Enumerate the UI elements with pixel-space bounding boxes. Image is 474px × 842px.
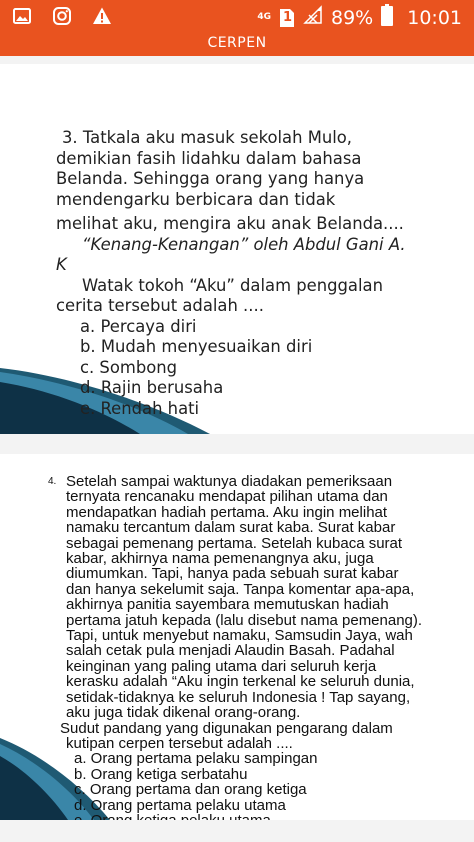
battery-percent: 89% <box>331 6 374 29</box>
question-text-line: diumumkan. Tapi, hanya pada sebuah surat kabar <box>66 565 399 583</box>
question-text-line: demikian fasih lidahku dalam bahasa <box>56 148 362 168</box>
clock: 10:01 <box>407 6 462 29</box>
question-text-line: kabar, akhirnya nama pemenangnya aku, juga <box>66 550 374 568</box>
question-text-line: setidak-tidaknya ke seluruh Indonesia ! Tap sayang, <box>66 688 411 706</box>
signal-icon <box>303 5 323 30</box>
question-text-line: aku juga tidak dikenal orang-orang. <box>66 704 301 722</box>
question-number: 4. <box>48 476 57 487</box>
question-text-line: Belanda. Sehingga orang yang hanya <box>56 169 365 188</box>
answer-option-c[interactable]: c. Orang pertama dan orang ketiga <box>74 781 307 799</box>
question-card-4 <box>0 454 474 820</box>
page-background <box>0 820 474 842</box>
answer-option-b[interactable]: b. Orang ketiga serbatahu <box>74 765 248 783</box>
question-prompt: Watak tokoh “Aku” dalam penggalan <box>82 275 383 295</box>
question-3 <box>56 128 406 419</box>
question-text-line: ternyata rencanaku mendapat pilihan utama dan <box>66 488 388 506</box>
question-text-line: namaku tercantum dalam surat kaba. Surat kabar <box>66 519 396 537</box>
page-title: CERPEN <box>207 35 267 51</box>
status-bar <box>0 0 474 32</box>
warning-icon <box>92 6 112 30</box>
answer-option-d[interactable]: d. Rajin berusaha <box>80 378 224 397</box>
instagram-icon <box>52 6 72 30</box>
answer-option-c[interactable]: c. Sombong <box>80 357 178 377</box>
question-text-line: akhirnya panitia sayembara memutuskan hadiah <box>66 596 389 614</box>
question-prompt: cerita tersebut adalah .... <box>56 296 264 315</box>
question-text-line: dan hanya sekelumit saja. Tanpa komentar apa-apa, <box>66 580 415 598</box>
question-text-line: salah cetak pula menjadi Alaudin Basah. Padahal <box>66 642 395 660</box>
question-text-line: keinginan yang paling utama dari seluruh kerja <box>66 657 377 675</box>
question-prompt: kutipan cerpen tersebut adalah .... <box>66 734 293 752</box>
question-text-line: melihat aku, mengira aku anak Belanda.... <box>56 214 404 233</box>
answer-option-a[interactable]: a. Percaya diri <box>80 316 197 336</box>
answer-option-d[interactable]: d. Orang pertama pelaku utama <box>74 796 286 814</box>
source-citation: “Kenang-Kenangan” oleh Abdul Gani A. <box>82 234 406 254</box>
question-card-3 <box>0 64 474 434</box>
question-text-line: Tapi, untuk menyebut namaku, Samsudin Jaya, wah <box>66 627 413 645</box>
question-text-line: Setelah sampai waktunya diadakan pemeriksaan <box>66 473 393 490</box>
source-citation: K <box>56 255 67 274</box>
question-text-line: mendengarku berbicara dan tidak <box>56 189 336 209</box>
question-text-line: sebagai pemenang pertama. Setelah kubaca surat <box>66 534 403 552</box>
question-text-line: kerasku adalah “Aku ingin terkenal ke seluruh dunia, <box>66 673 415 691</box>
sim-icon <box>279 8 295 28</box>
image-icon <box>12 6 32 30</box>
app-bar <box>0 32 474 56</box>
answer-option-b[interactable]: b. Mudah menyesuaikan diri <box>80 337 313 356</box>
battery-icon <box>381 4 393 31</box>
answer-option-e[interactable]: e. Rendah hati <box>80 398 200 418</box>
question-text-line: mendapatkan hadiah pertama. Aku ingin melihat <box>66 503 388 521</box>
network-label: 4G <box>257 12 271 22</box>
answer-option-a[interactable]: a. Orang pertama pelaku sampingan <box>74 750 318 768</box>
question-text-line: pertama jatuh kepada (lalu disebut nama pemenang). <box>66 611 423 629</box>
question-text-line: 3. Tatkala aku masuk sekolah Mulo, <box>62 128 353 147</box>
sim-number: 1 <box>283 9 293 25</box>
question-prompt: Sudut pandang yang digunakan pengarang dalam <box>60 719 393 737</box>
